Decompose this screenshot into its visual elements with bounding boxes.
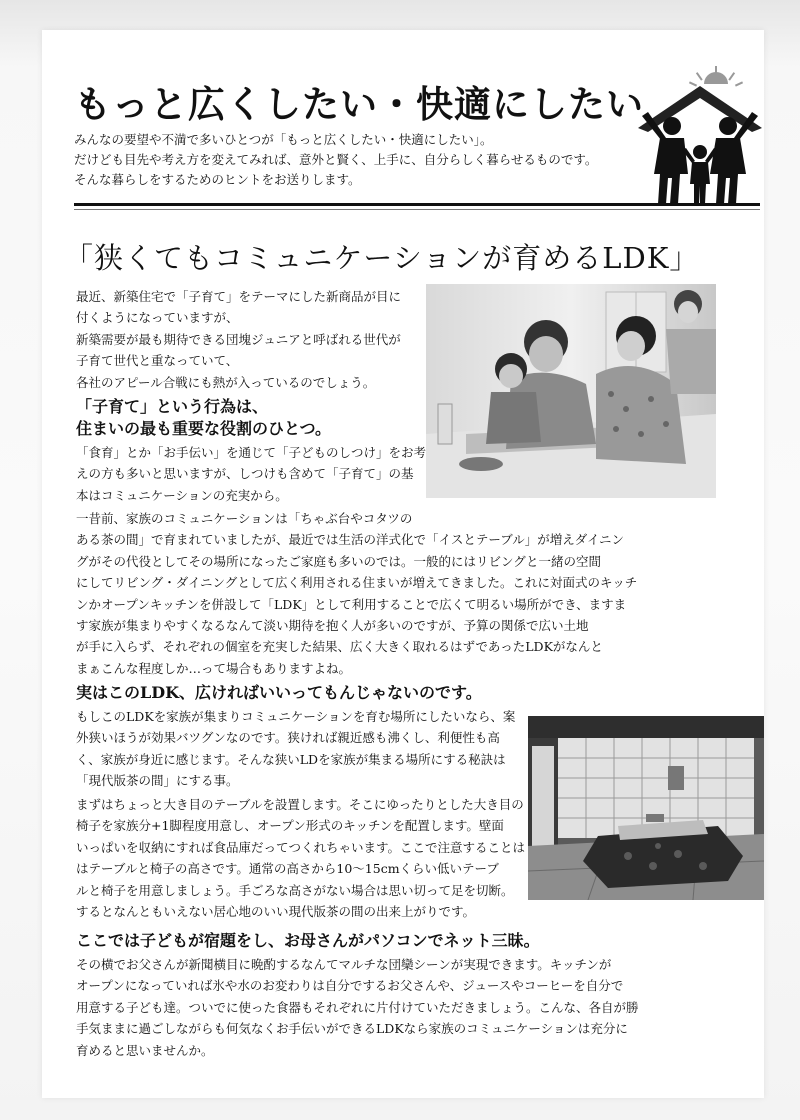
text-line: す家族が集まりやすくなるなんて淡い期待を抱く人が多いのですが、予算の関係で広い土地	[76, 618, 589, 634]
text-line: 外狭いほうが効果バツグンなのです。狭ければ親近感も沸くし、利便性も高	[76, 730, 500, 746]
text-line: まずはちょっと大き目のテーブルを設置します。そこにゆったりとした大き目の	[76, 797, 524, 812]
heading-line: 住まいの最も重要な役割のひとつ。	[76, 419, 332, 438]
family-house-icon	[634, 66, 766, 206]
text-line: 一昔前、家族のコミュニケーションは「ちゃぶ台やコタツの	[76, 511, 413, 526]
header-divider	[74, 203, 760, 206]
text-line: 「食育」とか「お手伝い」を通じて「子どものしつけ」をお考	[76, 445, 427, 460]
text-line: 用意する子ども達。ついでに使った食器もそれぞれに片付けていただきましょう。こんな、各自が勝	[76, 999, 639, 1015]
text-line: ルと椅子を用意しましょう。手ごろな高さがない場合は思い切って足を切断。	[76, 882, 514, 898]
text-line: グがその代役としてその場所になったご家庭も多いのでは。一般的にはリビングと一緒の空間	[76, 553, 602, 569]
text-line: 本はコミュニケーションの充実から。	[76, 487, 288, 503]
text-line: もしこのLDKを家族が集まりコミュニケーションを育む場所にしたいなら、案	[76, 709, 516, 724]
text-line: まぁこんな程度しか…って場合もありますよね。	[76, 660, 352, 676]
text-line: く、家族が身近に感じます。そんな狭いLDを家族が集まる場所にする秘訣は	[76, 751, 506, 767]
text-line: ンかオープンキッチンを併設して「LDK」として利用することで広くて明るい場所ができ、ますま	[76, 596, 627, 612]
family-kitchen-photo	[426, 284, 716, 498]
text-line: いっぱいを収納にすれば食品庫だってつくれちゃいます。ここで注意することは	[76, 839, 526, 855]
heading-line: 「子育て」という行為は、	[76, 397, 269, 416]
section2-paragraph-b	[76, 794, 525, 922]
section1-heading	[76, 396, 331, 440]
section1-paragraph-b	[76, 508, 756, 679]
text-line: 椅子を家族分+1脚程度用意し、オープン形式のキッチンを配置します。壁面	[76, 818, 504, 834]
flyer-page	[42, 30, 764, 1098]
text-line: ある茶の間」で育まれていましたが、最近では生活の洋式化で「イスとテーブル」が増えダイニン	[76, 532, 625, 548]
text-line: するとなんともいえない居心地のいい現代版茶の間の出来上がりです。	[76, 904, 476, 920]
section-title: 「狭くてもコミュニケーションが育めるLDK」	[64, 241, 700, 275]
text-line: が手に入らず、それぞれの個室を充実した結果、広く大きく取れるはずであったLDKがなんと	[76, 639, 603, 655]
tatami-room-photo	[528, 716, 764, 900]
text-line: 子育て世代と重なっていて、	[76, 353, 239, 369]
intro-line: みんなの要望や不満で多いひとつが「もっと広くしたい・快適にしたい」。	[74, 132, 493, 147]
text-line: はテーブルと椅子の高さです。通常の高さから10～15cmくらい低いテーブ	[76, 861, 499, 877]
text-line: 付くようになっていますが、	[76, 310, 239, 326]
section1-paragraph-a	[76, 442, 426, 506]
section3-heading: ここでは子どもが宿題をし、お母さんがパソコンでネット三昧。	[76, 931, 540, 950]
intro-text	[74, 130, 634, 190]
text-line: 最近、新築住宅で「子育て」をテーマにした新商品が目に	[76, 289, 402, 304]
intro-line: だけども目先や考え方を変えてみれば、意外と賢く、上手に、自分らしく暮らせるものです。	[74, 152, 598, 167]
text-line: 「現代版茶の間」にする事。	[76, 773, 239, 789]
text-line: 新築需要が最も期待できる団塊ジュニアと呼ばれる世代が	[76, 331, 401, 347]
text-line: 各社のアピール合戦にも熱が入っているのでしょう。	[76, 374, 376, 390]
text-line: えの方も多いと思いますが、しつけも含めて「子育て」の基	[76, 466, 414, 482]
page-title: もっと広くしたい・快適にしたい	[74, 82, 644, 126]
text-line: 手気ままに過ごしながらも何気なくお手伝いができるLDKなら家族のコミュニケーションは充分に	[76, 1021, 628, 1037]
section3-paragraph	[76, 954, 639, 1061]
section1-lead	[76, 286, 436, 393]
text-line: その横でお父さんが新聞横目に晩酌するなんてマルチな団欒シーンが実現できます。キッチンが	[76, 957, 612, 972]
section2-paragraph-a	[76, 706, 515, 792]
section2-heading: 実はこのLDK、広ければいいってもんじゃないのです。	[76, 683, 482, 702]
intro-line: そんな暮らしをするためのヒントをお送りします。	[74, 172, 361, 187]
text-line: にしてリビング・ダイニングとして広く利用される住まいが増えてきました。これに対面式のキッチ	[76, 575, 638, 591]
text-line: 育めると思いませんか。	[76, 1042, 214, 1058]
text-line: オープンになっていれば氷や水のお変わりは自分でするお父さんや、ジュースやコーヒーを自分で	[76, 978, 624, 994]
header-divider-thin	[74, 209, 760, 210]
